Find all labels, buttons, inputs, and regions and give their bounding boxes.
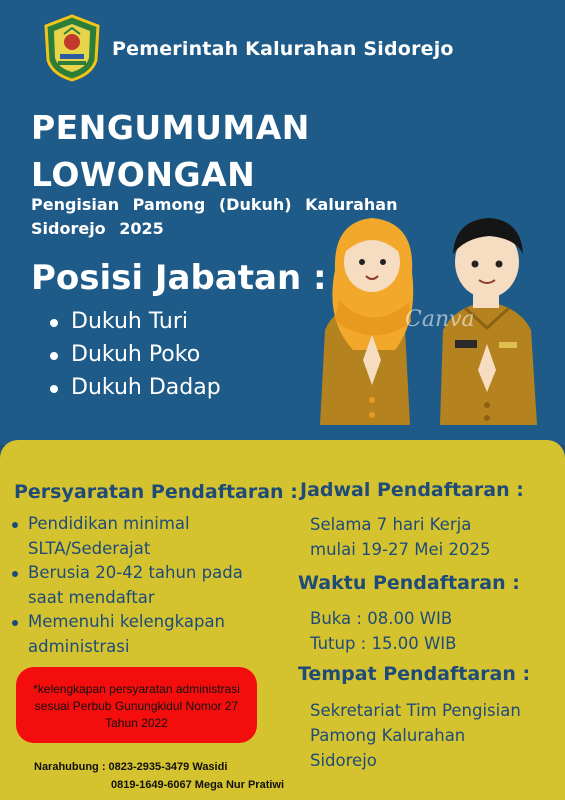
female-official-figure xyxy=(320,218,413,425)
schedule-duration: Selama 7 hari Kerja xyxy=(310,515,472,534)
page-title xyxy=(31,104,310,198)
requirement-item: Memenuhi kelengkapan administrasi xyxy=(11,610,271,659)
position-item: Dukuh Turi xyxy=(48,306,221,338)
organization-name: Pemerintah Kalurahan Sidorejo xyxy=(112,38,454,60)
title-line-2: LOWONGAN xyxy=(31,155,256,194)
schedule-dates: mulai 19-27 Mei 2025 xyxy=(310,540,491,559)
requirement-item: Berusia 20-42 tahun pada saat mendaftar xyxy=(11,561,271,610)
positions-heading: Posisi Jabatan : xyxy=(31,258,327,298)
canva-watermark: Canva xyxy=(405,307,475,332)
requirements-list xyxy=(11,512,271,659)
position-item: Dukuh Dadap xyxy=(48,372,221,404)
positions-list xyxy=(48,306,221,405)
title-line-1: PENGUMUMAN xyxy=(31,108,310,147)
contact-line-1: Narahubung : 0823-2935-3479 Wasidi xyxy=(34,761,228,773)
place-line-3: Sidorejo xyxy=(310,751,377,770)
place-line-2: Pamong Kalurahan xyxy=(310,726,466,745)
place-line-1: Sekretariat Tim Pengisian xyxy=(310,701,521,720)
hours-close: Tutup : 15.00 WIB xyxy=(310,634,457,653)
regency-emblem-logo xyxy=(42,14,102,82)
hours-open: Buka : 08.00 WIB xyxy=(310,609,453,628)
contact-line-2: 0819-1649-6067 Mega Nur Pratiwi xyxy=(111,779,285,791)
requirement-item: Pendidikan minimal SLTA/Sederajat xyxy=(11,512,271,561)
hours-heading: Waktu Pendaftaran : xyxy=(298,572,520,594)
officials-illustration xyxy=(315,210,565,430)
requirements-note: *kelengkapan persyaratan administrasi sesuai Perbub Gunungkidul Nomor 27 Tahun 2022 xyxy=(16,667,257,743)
position-item: Dukuh Poko xyxy=(48,339,221,371)
requirements-heading: Persyaratan Pendaftaran : xyxy=(14,481,298,503)
announcement-subtitle: Pengisian Pamong (Dukuh) Kalurahan Sidorejo 2025 xyxy=(31,195,398,238)
schedule-heading: Jadwal Pendaftaran : xyxy=(300,479,524,501)
place-heading: Tempat Pendaftaran : xyxy=(298,663,531,685)
